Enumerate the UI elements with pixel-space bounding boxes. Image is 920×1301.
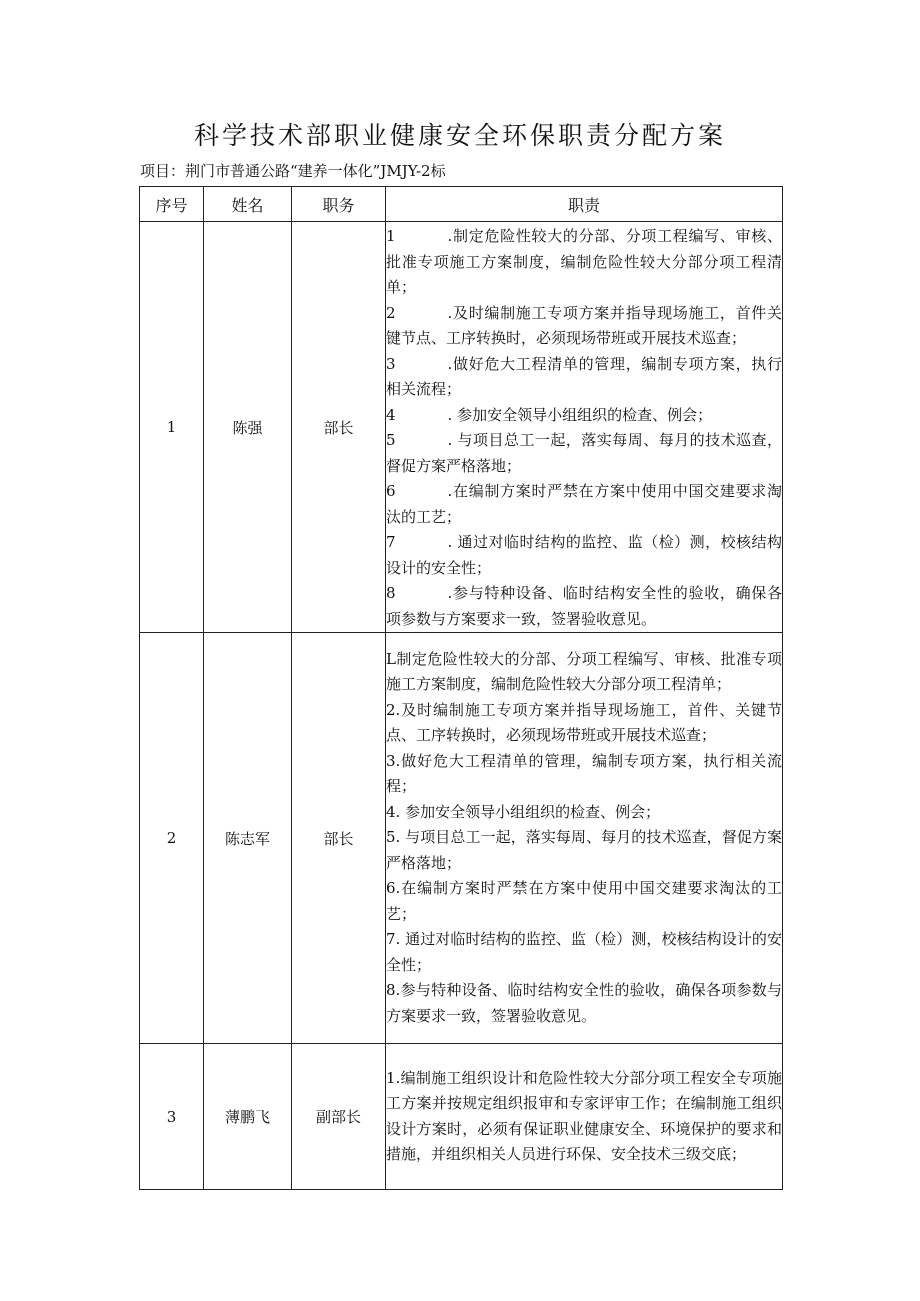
duty-item: 4. 参加安全领导小组组织的检查、例会； — [386, 802, 661, 821]
duty-text: . 通过对临时结构的监控、监（检）测，校核结构设计的安全性； — [386, 533, 782, 577]
project-line: 项目：荆门市普通公路“建养一体化”JMJY-2标 — [140, 162, 446, 180]
table-row — [140, 222, 783, 633]
duty-item — [386, 428, 782, 479]
duty-number: 7 — [386, 533, 396, 551]
duty-item: 7. 通过对临时结构的监控、监（检）测，校核结构设计的安全性； — [386, 930, 782, 974]
duty-item: 6.在编制方案时严禁在方案中使用中国交建要求淘汰的工艺； — [386, 879, 782, 923]
duty-number: 3 — [386, 354, 396, 373]
row-no: 3 — [140, 1044, 204, 1190]
duty-text: .做好危大工程清单的管理，编制专项方案，执行相关流程； — [386, 354, 782, 398]
duty-number: 1 — [386, 227, 396, 245]
row-position: 副部长 — [292, 1044, 386, 1190]
duty-item: 8.参与特种设备、临时结构安全性的验收，确保各项参数与方案要求一致，签署验收意见。 — [386, 981, 782, 1025]
row-position: 部长 — [292, 222, 386, 633]
duty-text: .参与特种设备、临时结构安全性的验收，确保各项参数与方案要求一致，签署验收意见。 — [386, 584, 782, 628]
document-title: 科学技术部职业健康安全环保职责分配方案 — [193, 121, 726, 150]
header-no: 序号 — [140, 187, 204, 222]
table-header-row — [140, 187, 783, 222]
duty-item: 1.编制施工组织设计和危险性较大分部分项工程安全专项施工方案并按规定组织报审和专家评审工作；在编制施工组织设计方案时，必须有保证职业健康安全、环境保护的要求和措施，并组织相关人员进行环保、安全技术三级交底； — [386, 1068, 782, 1163]
duty-text: .在编制方案时严禁在方案中使用中国交建要求淘汰的工艺； — [386, 482, 782, 526]
duty-item — [386, 581, 782, 630]
table-row — [140, 1044, 783, 1190]
row-no: 2 — [140, 633, 204, 1044]
duty-item: 3.做好危大工程清单的管理，编制专项方案，执行相关流程； — [386, 751, 782, 796]
row-no: 1 — [140, 222, 204, 633]
duty-item — [386, 403, 782, 429]
duty-text: . 参加安全领导小组组织的检查、例会； — [447, 405, 713, 424]
header-duties: 职责 — [386, 187, 783, 222]
row-name: 陈志军 — [204, 633, 292, 1044]
duty-item: 2.及时编制施工专项方案并指导现场施工，首件、关键节点、工序转换时，必须现场带班或开展技术巡查； — [386, 700, 782, 745]
duty-number: 6 — [386, 482, 396, 500]
header-name: 姓名 — [204, 187, 292, 222]
responsibility-table — [139, 186, 783, 1190]
table-row — [140, 633, 783, 1044]
row-name: 陈强 — [204, 222, 292, 633]
row-duties — [386, 222, 783, 633]
duty-item: L制定危险性较大的分部、分项工程编写、审核、批准专项施工方案制度，编制危险性较大分部分项工程清单； — [386, 649, 782, 694]
row-duties — [386, 633, 783, 1044]
row-name: 薄鹏飞 — [204, 1044, 292, 1190]
duty-item: 5. 与项目总工一起，落实每周、每月的技术巡查，督促方案严格落地； — [386, 828, 782, 872]
duty-text: .及时编制施工专项方案并指导现场施工，首件关键节点、工序转换时，必须现场带班或开展技术巡查； — [386, 303, 782, 347]
duty-text: .制定危险性较大的分部、分项工程编写、审核、批准专项施工方案制度，编制危险性较大分部分项工程清单； — [386, 227, 782, 296]
duty-item — [386, 352, 782, 403]
duty-number: 5 — [386, 431, 396, 449]
duty-item — [386, 479, 782, 530]
duty-item — [386, 224, 782, 301]
row-position: 部长 — [292, 633, 386, 1044]
duty-number: 2 — [386, 303, 396, 322]
row-duties — [386, 1044, 783, 1190]
duty-number: 8 — [386, 584, 396, 602]
duty-item — [386, 301, 782, 352]
header-position: 职务 — [292, 187, 386, 222]
duty-number: 4 — [386, 405, 396, 424]
duty-text: . 与项目总工一起，落实每周、每月的技术巡查，督促方案严格落地； — [386, 431, 782, 475]
duty-item — [386, 530, 782, 581]
